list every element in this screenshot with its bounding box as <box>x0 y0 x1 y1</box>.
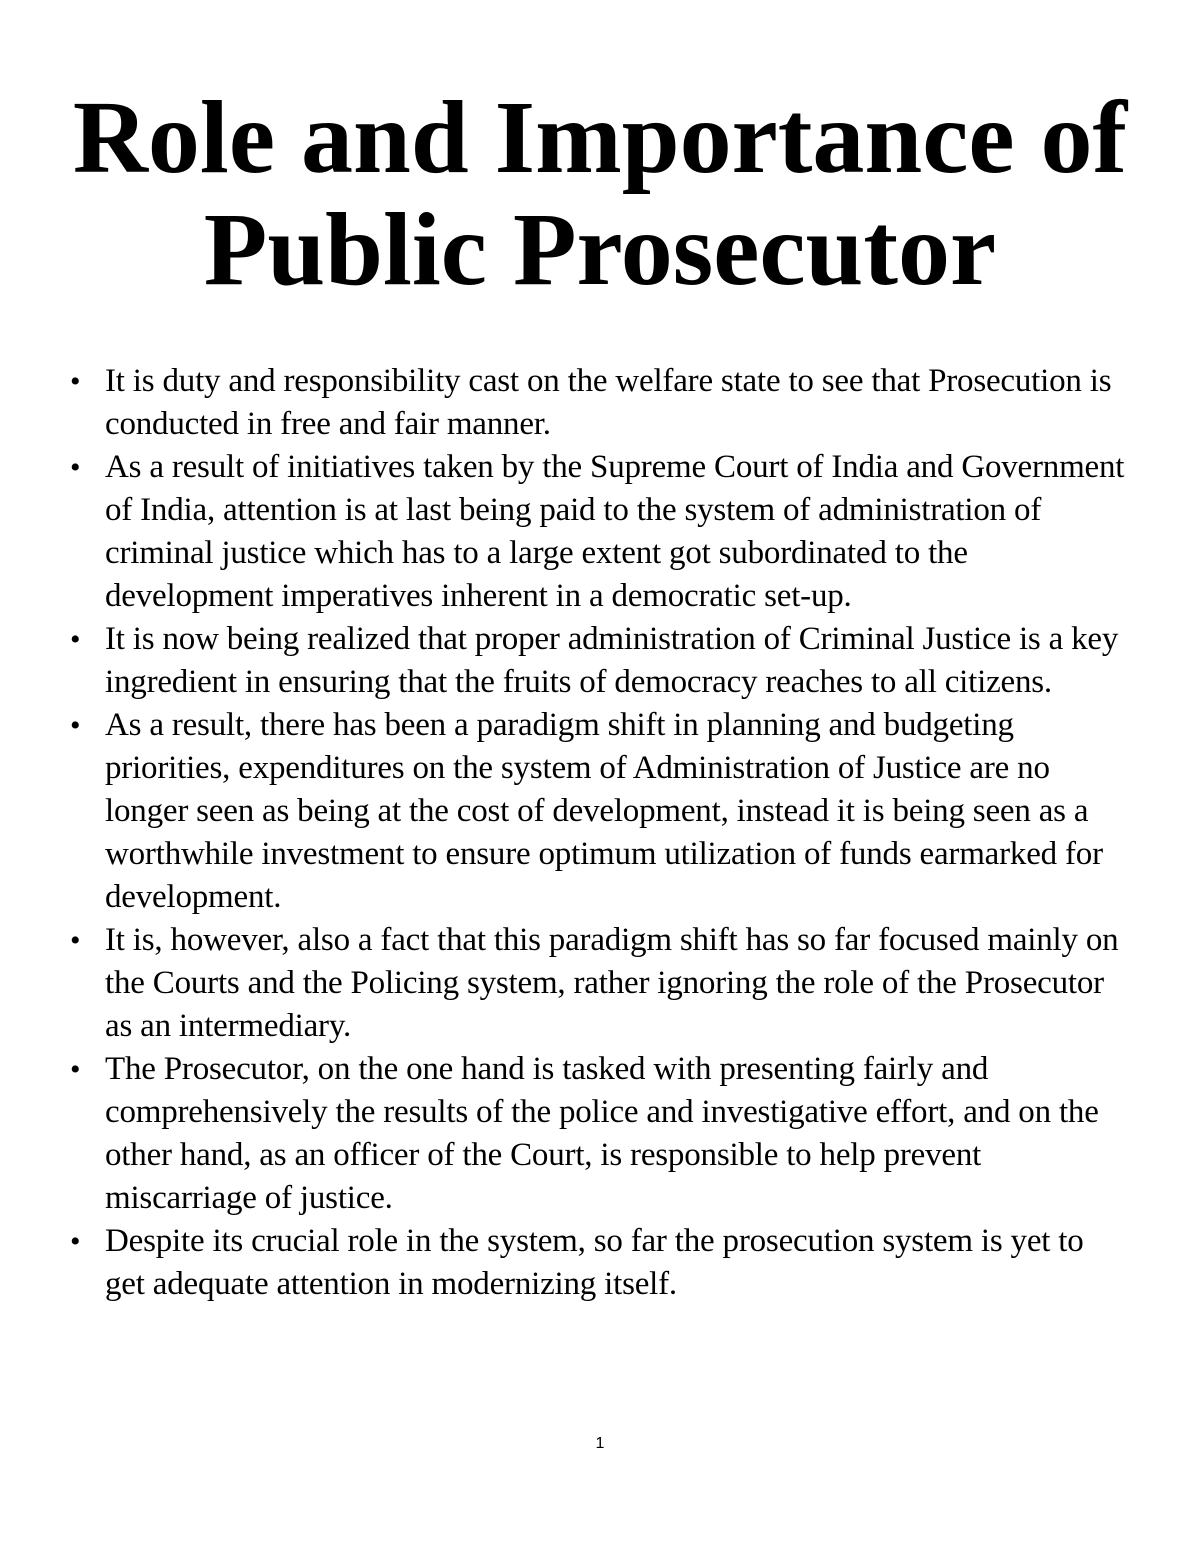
bullet-icon: • <box>70 365 81 398</box>
list-item-text: It is now being realized that proper administration of Criminal Justice is a key ingredient in ensuring that the fruits of democracy reaches to all citizens. <box>105 621 1119 700</box>
list-item <box>0 1048 1200 1220</box>
bullet-icon: • <box>70 623 81 656</box>
list-item <box>0 360 1200 446</box>
title-line-2: Public Prosecutor <box>203 192 997 307</box>
bullet-icon: • <box>70 924 81 957</box>
list-item <box>0 1220 1200 1306</box>
list-item-text: As a result, there has been a paradigm shift in planning and budgeting priorities, expenditures on the system of Administration of Justice are no longer seen as being at the cost of development, instead it is being seen as a worthwhile investment to ensure optimum utilization of funds earmarked for development. <box>105 707 1103 915</box>
list-item <box>0 446 1200 618</box>
list-item-text: As a result of initiatives taken by the Supreme Court of India and Government of India, attention is at last being paid to the system of administration of criminal justice which has to a large extent got subordinated to the development imperatives inherent in a democratic set-up. <box>105 449 1125 614</box>
bullet-icon: • <box>70 1225 81 1258</box>
list-item <box>0 919 1200 1048</box>
bullet-icon: • <box>70 709 81 742</box>
list-item <box>0 618 1200 704</box>
list-item-text: It is, however, also a fact that this paradigm shift has so far focused mainly on the Courts and the Policing system, rather ignoring the role of the Prosecutor as an intermediary. <box>105 922 1119 1044</box>
list-item <box>0 704 1200 919</box>
page-title <box>0 82 1200 306</box>
title-line-1: Role and Importance of <box>72 80 1128 195</box>
page-number: 1 <box>595 1435 605 1452</box>
bullet-icon: • <box>70 451 81 484</box>
bullet-list <box>0 360 1200 1306</box>
bullet-icon: • <box>70 1053 81 1086</box>
list-item-text: It is duty and responsibility cast on the welfare state to see that Prosecution is conducted in free and fair manner. <box>105 363 1112 442</box>
list-item-text: Despite its crucial role in the system, so far the prosecution system is yet to get adequate attention in modernizing itself. <box>105 1223 1084 1302</box>
list-item-text: The Prosecutor, on the one hand is tasked with presenting fairly and comprehensively the results of the police and investigative effort, and on the other hand, as an officer of the Court, is responsible to help prevent miscarriage of justice. <box>105 1051 1099 1216</box>
